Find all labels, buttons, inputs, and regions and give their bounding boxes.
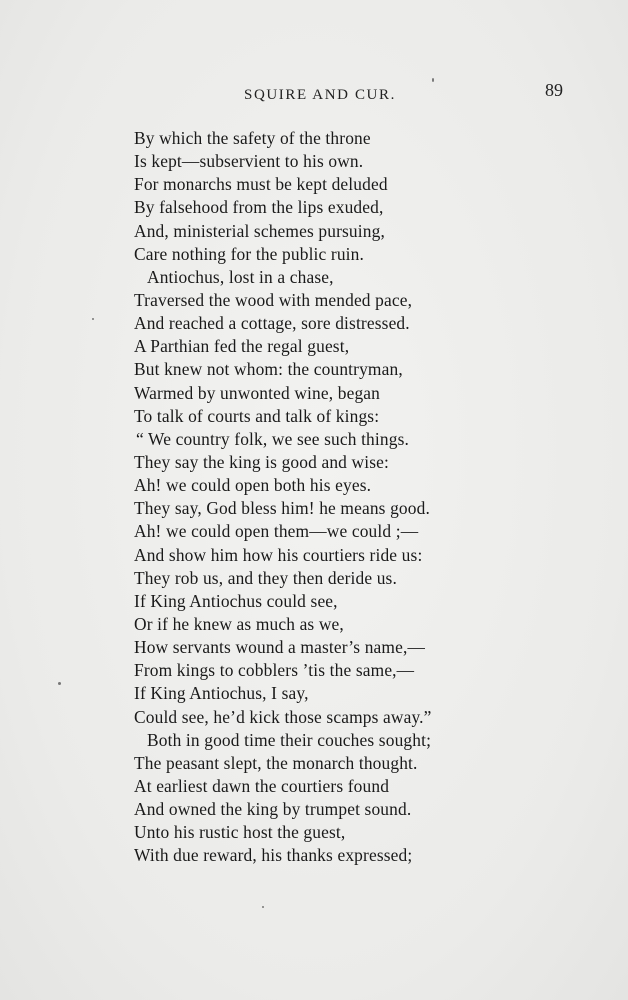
poem-line: Warmed by unwonted wine, began (134, 382, 381, 403)
poem-line: And, ministerial schemes pursuing, (134, 220, 385, 241)
poem-line: How servants wound a master’s name,— (134, 637, 425, 658)
page-number: 89 (545, 80, 563, 100)
poem-line: Ah! we could open them—we could ;— (134, 521, 419, 542)
poem-line: If King Antiochus, I say, (134, 683, 309, 704)
poem-text (134, 127, 614, 868)
poem-line: Antiochus, lost in a chase, (147, 266, 334, 287)
poem-line: By which the safety of the throne (134, 128, 371, 148)
poem-line: And owned the king by trumpet sound. (134, 799, 412, 820)
poem-line: Could see, he’d kick those scamps away.” (134, 706, 432, 727)
poem-line: Traversed the wood with mended pace, (134, 289, 413, 310)
poem-line: A Parthian fed the regal guest, (134, 336, 350, 357)
poem-line: If King Antiochus could see, (134, 590, 338, 611)
poem-line: Ah! we could open both his eyes. (134, 475, 372, 496)
poem-line: Is kept—subservient to his own. (134, 151, 364, 172)
poem-line: And show him how his courtiers ride us: (134, 544, 423, 565)
poem-line: And reached a cottage, sore distressed. (134, 313, 410, 334)
poem-line: They rob us, and they then deride us. (134, 567, 397, 588)
poem-line: The peasant slept, the monarch thought. (134, 752, 418, 773)
paper-speck (92, 318, 94, 320)
poem-line: Care nothing for the public ruin. (134, 243, 365, 264)
poem-line: To talk of courts and talk of kings: (134, 405, 380, 426)
poem-line: Both in good time their couches sought; (147, 729, 432, 750)
poem-line: At earliest dawn the courtiers found (134, 775, 390, 796)
poem-line: They say, God bless him! he means good. (134, 498, 430, 519)
poem-line: Unto his rustic host the guest, (134, 822, 346, 843)
poem-line: “ We country folk, we see such things. (136, 428, 409, 449)
poem-line: With due reward, his thanks expressed; (134, 845, 413, 866)
poem-line: By falsehood from the lips exuded, (134, 197, 384, 218)
poem-line: Or if he knew as much as we, (134, 613, 344, 634)
running-title: SQUIRE AND CUR. (244, 87, 396, 103)
poem-line: They say the king is good and wise: (134, 451, 389, 472)
poem-line: From kings to cobblers ’tis the same,— (134, 660, 415, 681)
poem-line: For monarchs must be kept deluded (134, 174, 388, 195)
paper-speck (432, 78, 434, 82)
poem-line: But knew not whom: the countryman, (134, 359, 403, 380)
paper-speck (58, 682, 61, 685)
paper-speck (262, 906, 264, 908)
